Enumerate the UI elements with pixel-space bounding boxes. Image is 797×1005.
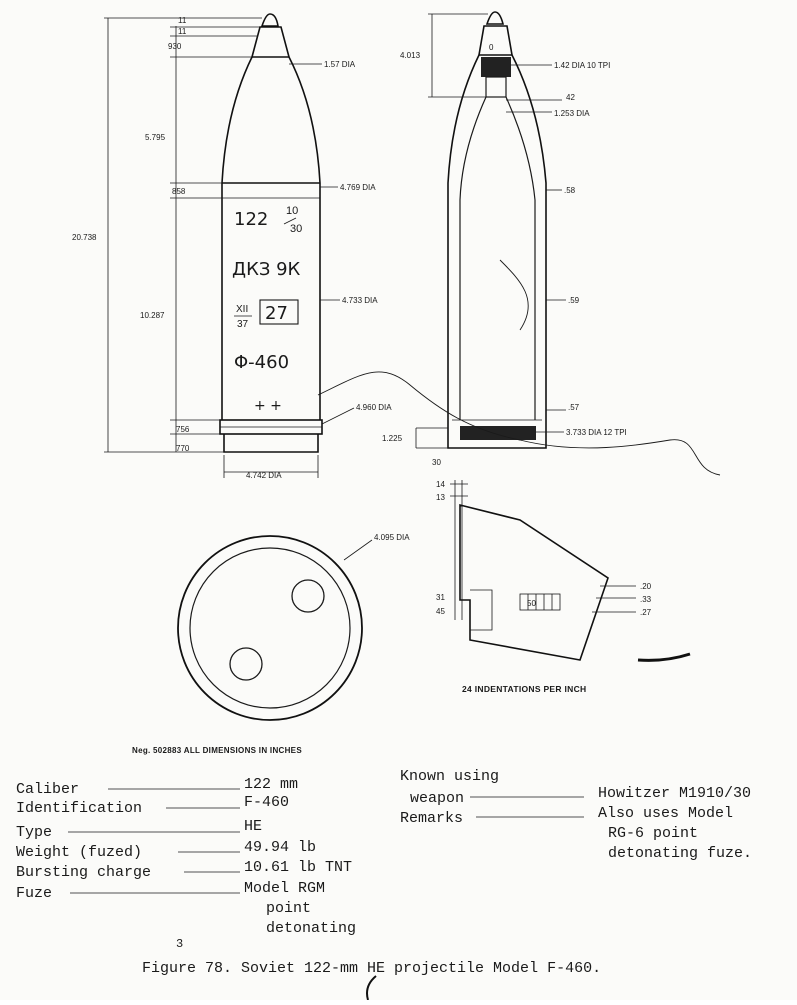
dim-4095-dia: 4.095 DIA bbox=[374, 533, 410, 542]
spec-value-caliber: 122 mm bbox=[244, 776, 299, 793]
marking-lot: ДКЗ 9К bbox=[232, 259, 301, 280]
spec-label-bursting: Bursting charge bbox=[16, 864, 152, 881]
dim-142-dia: 1.42 DIA 10 TPI bbox=[554, 61, 611, 70]
dim-31: 31 bbox=[436, 593, 445, 602]
dim-4960-dia: 4.960 DIA bbox=[356, 403, 392, 412]
projectile-base bbox=[224, 434, 318, 452]
spec-value-weapon: Howitzer M1910/30 bbox=[598, 785, 752, 802]
detail-caption: 24 INDENTATIONS PER INCH bbox=[462, 684, 587, 694]
dim-5795: 5.795 bbox=[145, 133, 166, 142]
fuze-body bbox=[252, 27, 289, 57]
figure-caption: Figure 78. Soviet 122-mm HE projectile Model F-460. bbox=[142, 960, 602, 977]
fuze-threads bbox=[481, 57, 511, 77]
spec-value-weight: 49.94 lb bbox=[244, 839, 317, 856]
spec-label-remarks: Remarks bbox=[400, 810, 464, 827]
dim-770: 770 bbox=[176, 444, 190, 453]
spec-value-identification: F-460 bbox=[244, 794, 290, 811]
dim-11a: 11 bbox=[178, 16, 187, 25]
dim-45: 45 bbox=[436, 607, 445, 616]
dim-10287: 10.287 bbox=[140, 311, 165, 320]
marking-caliber: 122 bbox=[234, 209, 269, 230]
dim-1225: 1.225 bbox=[382, 434, 403, 443]
dim-42: 42 bbox=[566, 93, 575, 102]
dim-50: 50 bbox=[527, 599, 536, 608]
spec-value-bursting: 10.61 lb TNT bbox=[244, 859, 353, 876]
dim-858: 858 bbox=[172, 187, 186, 196]
dim-33: .33 bbox=[640, 595, 652, 604]
spec-value-remarks-3: detonating fuze. bbox=[608, 845, 753, 862]
dim-756: 756 bbox=[176, 425, 190, 434]
marking-crosses: + + bbox=[254, 398, 282, 414]
exterior-view bbox=[72, 14, 392, 480]
spec-label-fuze: Fuze bbox=[16, 885, 53, 902]
spec-value-fuze-3: detonating bbox=[266, 920, 357, 937]
dim-930: 930 bbox=[168, 42, 182, 51]
scan-debris bbox=[318, 372, 720, 475]
ogive bbox=[222, 57, 320, 183]
base-hole-2 bbox=[230, 648, 262, 680]
spec-value-type: HE bbox=[244, 818, 263, 835]
spec-value-fuze: Model RGM bbox=[244, 880, 326, 897]
base-view bbox=[178, 533, 410, 720]
dim-57: .57 bbox=[568, 403, 580, 412]
scan-debris-3 bbox=[638, 654, 690, 660]
scan-debris-2 bbox=[500, 260, 528, 330]
dim-30: 30 bbox=[432, 458, 441, 467]
spec-label-known-2: weapon bbox=[410, 790, 465, 807]
spec-label-caliber: Caliber bbox=[16, 781, 80, 798]
dim-zero: 0 bbox=[489, 43, 494, 52]
dim-58: .58 bbox=[564, 186, 576, 195]
dim-157-dia: 1.57 DIA bbox=[324, 60, 356, 69]
marking-frac-bottom: 30 bbox=[290, 223, 303, 235]
dim-27: .27 bbox=[640, 608, 652, 617]
sectional-view bbox=[382, 12, 627, 467]
dim-4733-dia: 4.733 DIA bbox=[342, 296, 378, 305]
marking-date-top: XII bbox=[236, 304, 249, 315]
spec-label-known-1: Known using bbox=[400, 768, 500, 785]
detail-view bbox=[436, 480, 652, 694]
spec-label-weight: Weight (fuzed) bbox=[16, 844, 143, 861]
dim-4769-dia: 4.769 DIA bbox=[340, 183, 376, 192]
marking-boxed-number: 27 bbox=[265, 303, 288, 324]
marking-date-bottom: 37 bbox=[237, 319, 249, 330]
dim-4013: 4.013 bbox=[400, 51, 421, 60]
marking-model: Φ-460 bbox=[234, 352, 290, 373]
spec-label-type: Type bbox=[16, 824, 53, 841]
page-mark: 3 bbox=[176, 937, 184, 951]
dim-11b: 11 bbox=[178, 27, 187, 36]
dim-13: 13 bbox=[436, 493, 445, 502]
spec-label-identification: Identification bbox=[16, 800, 143, 817]
scan-debris-4 bbox=[367, 976, 376, 1000]
dim-3733-dia: 3.733 DIA 12 TPI bbox=[566, 428, 627, 437]
spec-table bbox=[16, 768, 752, 937]
fuze-tip bbox=[262, 14, 278, 26]
spec-value-remarks-2: RG-6 point bbox=[608, 825, 699, 842]
dim-1253-dia: 1.253 DIA bbox=[554, 109, 590, 118]
dim-14: 14 bbox=[436, 480, 445, 489]
base-threads bbox=[460, 426, 536, 440]
dim-59: .59 bbox=[568, 296, 580, 305]
dim-20: .20 bbox=[640, 582, 652, 591]
dim-20738: 20.738 bbox=[72, 233, 97, 242]
negative-note: Neg. 502883 ALL DIMENSIONS IN INCHES bbox=[132, 746, 302, 755]
marking-frac-top: 10 bbox=[286, 205, 299, 217]
dim-4742-dia: 4.742 DIA bbox=[246, 471, 282, 480]
spec-value-fuze-2: point bbox=[266, 900, 312, 917]
base-hole-1 bbox=[292, 580, 324, 612]
spec-value-remarks-1: Also uses Model bbox=[598, 805, 734, 822]
